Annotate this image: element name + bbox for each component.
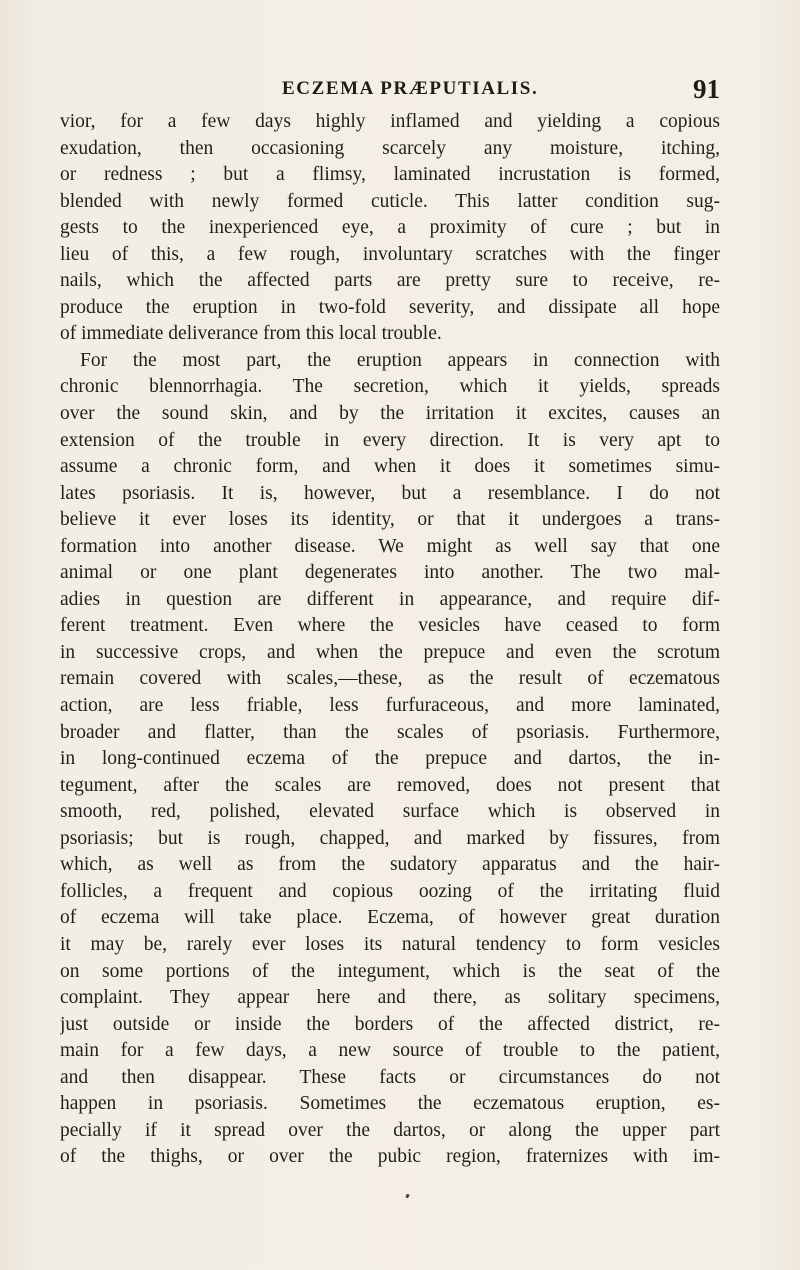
text-line: it may be, rarely ever loses its natural tendency to form vesicles — [60, 933, 720, 955]
text-line: complaint. They appear here and there, as solitary specimens, — [60, 987, 720, 1009]
text-line: produce the eruption in two-fold severity, and dissipate all hope — [60, 296, 720, 318]
page-number: 91 — [693, 74, 720, 104]
running-title: ECZEMA PRÆPUTIALIS. — [282, 78, 539, 99]
text-line: of the thighs, or over the pubic region, fraternizes with im- — [60, 1146, 720, 1168]
text-line: remain covered with scales,—these, as the result of eczematous — [60, 668, 720, 690]
text-line: smooth, red, polished, elevated surface which is observed in — [60, 801, 720, 823]
text-line: exudation, then occasioning scarcely any moisture, itching, — [60, 137, 720, 159]
text-line: in long-continued eczema of the prepuce and dartos, the in- — [60, 748, 720, 770]
text-line: assume a chronic form, and when it does it sometimes simu- — [60, 456, 720, 478]
text-line: animal or one plant degenerates into another. The two mal- — [60, 562, 720, 584]
text-line: nails, which the affected parts are pretty sure to receive, re- — [60, 270, 720, 292]
text-line: broader and flatter, than the scales of psoriasis. Furthermore, — [60, 721, 720, 743]
text-line: adies in question are different in appearance, and require dif- — [60, 588, 720, 610]
text-line: believe it ever loses its identity, or that it undergoes a trans- — [60, 509, 720, 531]
text-line: For the most part, the eruption appears in connection with — [80, 349, 720, 371]
body-text — [60, 109, 720, 1171]
text-line: chronic blennorrhagia. The secretion, which it yields, spreads — [60, 376, 720, 398]
text-line: extension of the trouble in every direction. It is very apt to — [60, 429, 720, 451]
text-line: in successive crops, and when the prepuce and even the scrotum — [60, 641, 720, 663]
text-line: or redness ; but a flimsy, laminated incrustation is formed, — [60, 164, 720, 186]
text-line: of eczema will take place. Eczema, of however great duration — [60, 907, 720, 929]
text-line: pecially if it spread over the dartos, or along the upper part — [60, 1119, 720, 1141]
text-line: formation into another disease. We might as well say that one — [60, 535, 720, 557]
text-line: ferent treatment. Even where the vesicles have ceased to form — [60, 615, 720, 637]
text-line: and then disappear. These facts or circumstances do not — [60, 1066, 720, 1088]
text-line: vior, for a few days highly inflamed and yielding a copious — [60, 111, 720, 132]
running-head — [60, 74, 720, 104]
text-line: on some portions of the integument, which is the seat of the — [60, 960, 720, 982]
text-line: gests to the inexperienced eye, a proximity of cure ; but in — [60, 217, 720, 239]
text-line: of immediate deliverance from this local trouble. — [60, 323, 442, 345]
text-line: follicles, a frequent and copious oozing of the irritating fluid — [60, 880, 720, 902]
text-line: blended with newly formed cuticle. This latter condition sug- — [60, 190, 720, 212]
ink-speck — [405, 1194, 410, 1199]
text-line: over the sound skin, and by the irritation it excites, causes an — [60, 403, 720, 425]
text-line: tegument, after the scales are removed, does not present that — [60, 774, 720, 796]
text-line: lates psoriasis. It is, however, but a resemblance. I do not — [60, 482, 720, 504]
text-line: main for a few days, a new source of trouble to the patient, — [60, 1040, 720, 1062]
text-line: psoriasis; but is rough, chapped, and marked by fissures, from — [60, 827, 720, 849]
text-line: action, are less friable, less furfuraceous, and more laminated, — [60, 695, 720, 717]
text-line: lieu of this, a few rough, involuntary scratches with the finger — [60, 243, 720, 265]
text-line: which, as well as from the sudatory apparatus and the hair- — [60, 854, 720, 876]
text-line: just outside or inside the borders of the affected district, re- — [60, 1013, 720, 1035]
text-line: happen in psoriasis. Sometimes the eczematous eruption, es- — [60, 1093, 720, 1115]
